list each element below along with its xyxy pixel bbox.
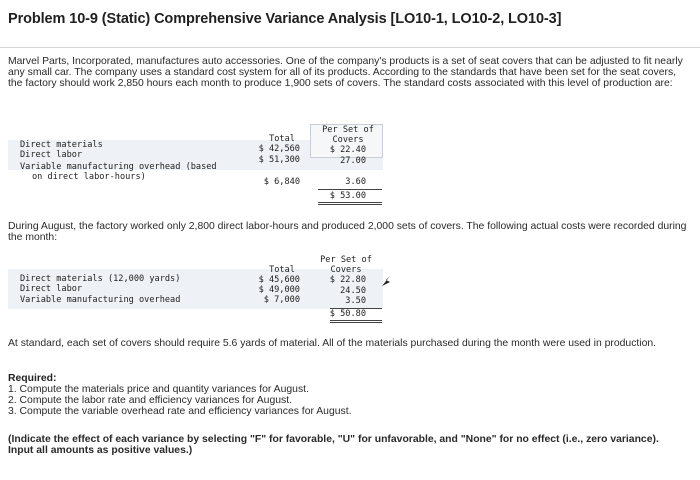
total-direct-materials: $ 42,560 <box>258 144 300 154</box>
row-label-overhead-2: on direct labor-hours) <box>32 172 146 182</box>
total-overhead: $ 6,840 <box>263 177 300 187</box>
per-set-header-2: Covers <box>332 135 364 145</box>
sum-underline <box>318 189 382 190</box>
title-divider <box>0 47 700 48</box>
problem-title: Problem 10-9 (Static) Comprehensive Variance Analysis [LO10-1, LO10-2, LO10-3] <box>8 11 562 27</box>
intro-paragraph: Marvel Parts, Incorporated, manufactures auto accessories. One of the company's products is a set of seat covers that can be adjusted to fit nearly any small car. The company uses a standard cost system for all of its products. According to the standards that have been set for the seat covers, the factory should work 2,850 hours each month to produce 1,900 sets of covers. The standard costs associated with this level of production are: <box>8 56 683 90</box>
standard-note-paragraph: At standard, each set of covers should require 5.6 yards of material. All of the materials purchased during the month were used in production. <box>8 338 657 349</box>
per-direct-labor: 27.00 <box>340 156 366 166</box>
total-header: Total <box>269 265 295 275</box>
total-direct-materials: $ 45,600 <box>258 275 300 285</box>
instruction-note: (Indicate the effect of each variance by selecting "F" for favorable, "U" for unfavorable, and "None" for no effect (i.e., zero variance). Input all amounts as positive values.) <box>8 434 659 457</box>
total-direct-labor: $ 49,000 <box>258 285 300 295</box>
row-label-direct-labor: Direct labor <box>20 150 83 160</box>
per-overhead: 3.50 <box>345 296 366 306</box>
august-paragraph: During August, the factory worked only 2,800 direct labor-hours and produced 2,000 sets of covers. The following actual costs were recorded during the month: <box>8 221 687 244</box>
per-overhead: 3.60 <box>345 177 366 187</box>
standard-cost-table <box>8 121 383 205</box>
per-direct-materials: $ 22.80 <box>329 275 366 285</box>
per-total: $ 53.00 <box>329 191 366 201</box>
row-label-direct-materials: Direct materials (12,000 yards) <box>20 274 181 284</box>
total-header: Total <box>269 134 295 144</box>
double-underline <box>330 320 382 323</box>
row-label-direct-labor: Direct labor <box>20 284 83 294</box>
row-label-overhead: Variable manufacturing overhead (based <box>20 162 217 172</box>
required-heading: Required: <box>8 373 57 384</box>
per-direct-materials: $ 22.40 <box>329 145 366 155</box>
required-item-1: 1. Compute the materials price and quantity variances for August. <box>8 384 309 395</box>
per-total: $ 50.80 <box>329 309 366 319</box>
actual-cost-table <box>8 252 383 324</box>
mouse-pointer-icon <box>381 275 391 287</box>
per-set-header: Per Set of <box>320 255 372 265</box>
total-direct-labor: $ 51,300 <box>258 155 300 165</box>
required-item-2: 2. Compute the labor rate and efficiency variances for August. <box>8 395 292 406</box>
per-set-header: Per Set of <box>322 125 374 135</box>
double-underline <box>318 202 382 205</box>
required-item-3: 3. Compute the variable overhead rate and efficiency variances for August. <box>8 406 352 417</box>
total-overhead: $ 7,000 <box>263 295 300 305</box>
row-label-direct-materials: Direct materials <box>20 140 103 150</box>
per-direct-labor: 24.50 <box>340 286 366 296</box>
row-label-overhead: Variable manufacturing overhead <box>20 295 181 305</box>
per-set-header-2: Covers <box>330 265 362 275</box>
